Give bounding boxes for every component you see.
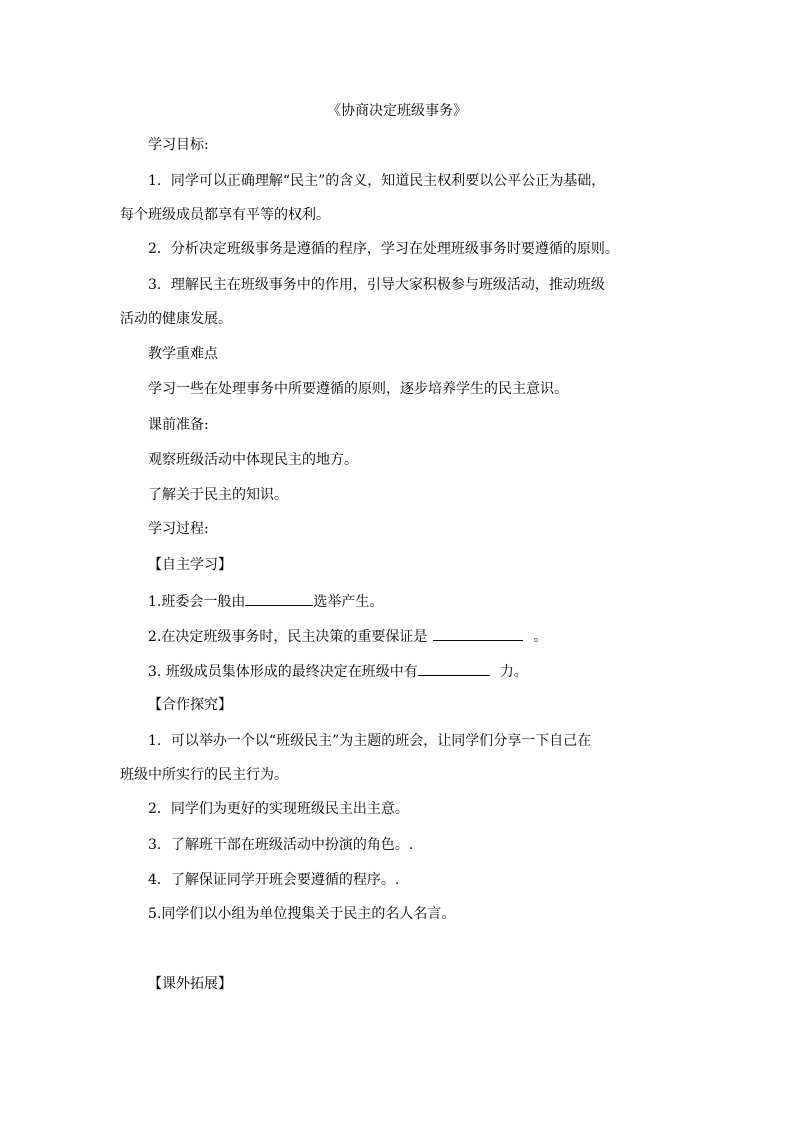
cooperation-item-3: 3．了解班干部在班级活动中扮演的角色。. [148, 837, 414, 853]
objective-2: 2．分析决定班级事务是遵循的程序，学习在处理班级事务时要遵循的原则。 [148, 241, 619, 257]
document-title: 《协商决定班级事务》 [327, 103, 467, 119]
question-2 [148, 626, 547, 646]
objectives-heading: 学习目标: [148, 137, 209, 153]
preparation-heading: 课前准备: [148, 417, 209, 433]
cooperation-item-2: 2．同学们为更好的实现班级民主出主意。 [148, 801, 409, 817]
objective-3-line-1: 3．理解民主在班级事务中的作用，引导大家积极参与班级活动，推动班级 [148, 277, 605, 293]
self-study-heading: 【自主学习】 [148, 557, 232, 573]
cooperation-item-4: 4．了解保证同学开班会要遵循的程序。. [148, 872, 400, 888]
question-3 [148, 661, 528, 681]
cooperation-item-1-line-2: 班级中所实行的民主行为。 [120, 767, 288, 783]
question-1-prefix: 1.班委会一般由 [148, 594, 246, 610]
question-3-prefix: 3. 班级成员集体形成的最终决定在班级中有 [148, 664, 418, 680]
preparation-item-2: 了解关于民主的知识。 [148, 487, 288, 503]
question-3-suffix: 力。 [499, 664, 528, 680]
objective-3-line-2: 活动的健康发展。 [120, 311, 232, 327]
question-1 [148, 591, 383, 611]
objective-1-line-2: 每个班级成员都享有平等的权利。 [120, 207, 330, 223]
process-heading: 学习过程: [148, 521, 209, 537]
cooperation-heading: 【合作探究】 [148, 697, 232, 713]
key-points-text: 学习一些在处理事务中所要遵循的原则，逐步培养学生的民主意识。 [148, 381, 568, 397]
cooperation-item-5: 5.同学们以小组为单位搜集关于民主的名人名言。 [148, 906, 456, 922]
question-2-suffix: 。 [533, 629, 548, 645]
cooperation-item-1-line-1: 1．可以举办一个以“班级民主”为主题的班会，让同学们分享一下自己在 [148, 733, 592, 749]
extension-heading: 【课外拓展】 [148, 976, 232, 992]
question-2-prefix: 2.在决定班级事务时，民主决策的重要保证是 [148, 629, 428, 645]
question-3-blank[interactable] [418, 661, 490, 676]
question-1-blank[interactable] [245, 591, 313, 606]
objective-1-line-1: 1．同学可以正确理解“民主”的含义，知道民主权利要以公平公正为基础， [148, 173, 606, 189]
question-2-blank[interactable] [433, 626, 523, 641]
key-points-heading: 教学重难点 [148, 346, 218, 362]
question-1-suffix: 选举产生。 [313, 594, 384, 610]
preparation-item-1: 观察班级活动中体现民主的地方。 [148, 452, 358, 468]
